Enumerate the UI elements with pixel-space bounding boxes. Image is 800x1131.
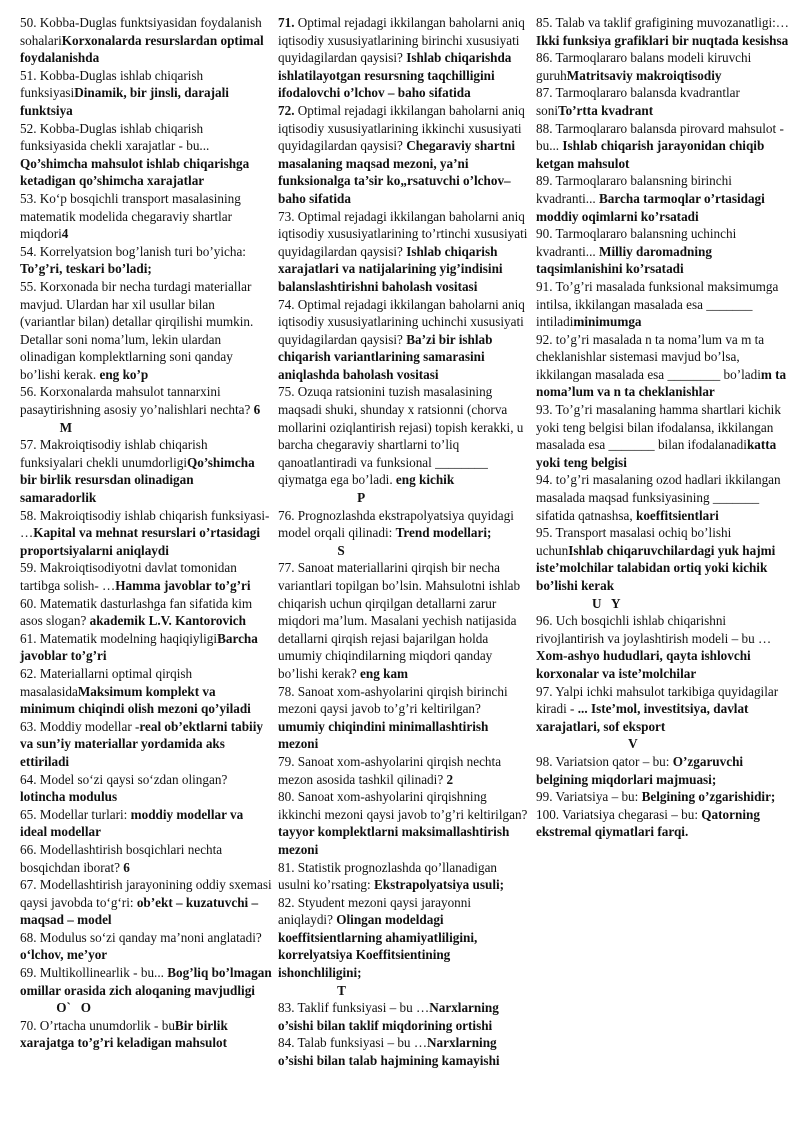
question-item — [278, 208, 528, 296]
question-item — [536, 753, 792, 788]
question-text: Makroiqtisodiy ishlab chiqarish funksiyalari chekli unumdorligi — [20, 437, 208, 470]
question-item — [278, 14, 528, 102]
question-item — [536, 278, 792, 331]
question-item — [20, 841, 273, 876]
section-letter: T — [278, 982, 346, 998]
question-item — [20, 190, 273, 243]
answer-text: eng ko’p — [99, 366, 149, 382]
question-text: Modulus so‘zi qanday ma’noni anglatadi? — [36, 929, 262, 945]
question-text: Sanoat xom-ashyolarini qirqish birinchi mezoni qaysi javob to’g’ri keltirilgan? — [278, 683, 508, 717]
question-item — [20, 507, 273, 560]
question-item — [20, 929, 273, 964]
answer-text: Belgining o’zgarishidir; — [641, 789, 776, 805]
question-number: 55. — [20, 278, 37, 294]
question-number: 69. — [20, 965, 37, 981]
question-item — [536, 84, 792, 119]
question-number: 71. — [278, 15, 295, 30]
question-number: 90. — [536, 226, 553, 242]
question-item — [278, 507, 528, 542]
section-letter: V — [536, 736, 638, 752]
answer-text: 6 — [253, 402, 261, 418]
question-number: 91. — [536, 278, 553, 294]
question-item — [20, 243, 273, 278]
answer-text: Xom-ashyo hududlari, qayta ishlovchi korxonalar va iste’molchilar — [536, 648, 751, 681]
question-text: Multikollinearlik - bu... — [36, 965, 168, 981]
column-right — [536, 14, 792, 841]
question-text: Yalpi ichki mahsulot tarkibiga quyidagilar kiradi - — [536, 683, 779, 717]
question-number: 75. — [278, 384, 295, 400]
question-text: Materiallarni optimal qirqish masalasida — [20, 665, 193, 699]
question-text: Tarmoqlararo balansning birinchi kvadranti... — [536, 173, 732, 206]
question-text: Sanoat materiallarini qirqish bir necha variantlari topilgan bo’lsin. Mahsulotni ishlab chiqarish uchun qirqilgan detallarni zarur miqdori ma’lum. Masalani yechish natijasida detallarni qirqish rejasi bajarilgan holda umumiy chiqindilarning miqdori qanday bo’lishi kerak? — [278, 560, 521, 681]
answer-text: katta yoki teng belgisi — [536, 437, 777, 470]
answer-text: Qo’shimcha bir birlik resursdan olinadigan samaradorlik — [20, 454, 255, 506]
question-item — [278, 788, 528, 858]
answer-text: Barcha javoblar to’g’ri — [20, 630, 258, 664]
question-item — [536, 401, 792, 471]
answer-text: Qo’shimcha mahsulot ishlab chiqarishga ketadigan qo’shimcha xarajatlar — [20, 155, 250, 189]
question-text: O’rtacha unumdorlik - bu — [36, 1017, 175, 1033]
answer-text: Ba’zi bir ishlab chiqarish variantlarining samarasini aniqlashda baholash vositasi — [278, 331, 493, 382]
question-text: Kobba-Duglas ishlab chiqarish funksiyasida chekli xarajatlar - bu... — [20, 120, 210, 154]
question-item — [20, 665, 273, 718]
question-number: 79. — [278, 753, 295, 769]
question-number: 88. — [536, 120, 553, 136]
question-text: Uch bosqichli ishlab chiqarishni rivojlantirish va joylashtirish modeli – bu … — [536, 613, 772, 646]
question-number: 53. — [20, 190, 37, 206]
question-text: to’g’ri masalaning ozod hadlari ikkilangan masalada maqsad funksiyasining _______ sifatida qatnashsa, — [536, 472, 781, 523]
question-text: Optimal rejadagi ikkilangan baholarni aniq iqtisodiy xususiyatlarining birinchi xususiyati quyidagilardan qaysisi? — [278, 15, 525, 66]
answer-text: Ekstrapolyatsiya usuli; — [373, 877, 505, 893]
answer-text: To’rtta kvadrant — [557, 102, 654, 118]
question-text: Modellashtirish jarayonining oddiy sxemasi qaysi javobda to‘g‘ri: — [20, 877, 272, 910]
question-item — [20, 278, 273, 384]
question-number: 72. — [278, 102, 295, 118]
question-text: Kobba-Duglas ishlab chiqarish funksiyasi — [20, 67, 204, 101]
question-item — [278, 683, 528, 753]
question-item — [536, 120, 792, 173]
question-number: 62. — [20, 665, 37, 681]
answer-text: Olingan modeldagi koeffitsientlarning ahamiyatliligini, korrelyatsiya Koeffitsientining ishonchliligini; — [278, 912, 478, 981]
answer-text: 6 — [123, 859, 130, 875]
question-number: 87. — [536, 85, 553, 101]
question-text: Variatsion qator – bu: — [552, 753, 673, 769]
question-text: To’g’ri masalaning hamma shartlari kichik yoki teng belgisi bilan ifodalansa, ikkilangan masalada esa _______ bilan ifodalanadi — [536, 402, 781, 453]
question-item — [536, 14, 792, 49]
question-text: Ko‘p bosqichli transport masalasining matematik modelida chegaraviy shartlar miqdori — [20, 190, 241, 242]
question-number: 68. — [20, 929, 37, 945]
question-number: 76. — [278, 507, 295, 523]
question-item — [278, 753, 528, 788]
answer-text: Ikki funksiya grafiklari bir nuqtada kesishsa — [536, 32, 789, 48]
answer-text: Milliy daromadning taqsimlanishini ko’rsatadi — [536, 243, 712, 277]
question-item — [278, 894, 528, 982]
question-number: 84. — [278, 1035, 295, 1051]
question-number: 66. — [20, 841, 37, 857]
answer-text: minimumga — [573, 314, 642, 330]
question-item — [20, 718, 273, 771]
question-text: Tarmoqlararo balansning uchinchi kvadranti... — [536, 226, 737, 259]
question-item — [536, 683, 792, 736]
question-item — [536, 172, 792, 225]
question-number: 77. — [278, 560, 295, 576]
question-text: Optimal rejadagi ikkilangan baholarni aniq iqtisodiy xususiyatlarining to’rtinchi xususiyati quyidagilardan qaysisi? — [278, 208, 528, 259]
question-text: Model so‘zi qaysi so‘zdan olingan? — [36, 771, 228, 787]
answer-text: Barcha tarmoqlar o’rtasidagi moddiy oqimlarni ko’rsatadi — [536, 190, 765, 224]
question-text: Ozuqa ratsionini tuzish masalasining maqsadi shuki, shunday x ratsionni (chorva mollarini oziqlantirish rejasi) topish kerakki, u barcha chegaraviy shartlarni to’liq qanoatlantiradi va funksional ________ qiymatga ega bo’ladi. — [278, 384, 524, 488]
question-number: 60. — [20, 595, 37, 611]
question-number: 99. — [536, 789, 553, 805]
question-item — [20, 806, 273, 841]
answer-text: 4 — [61, 226, 69, 242]
answer-text: akademik L.V. Kantorovich — [89, 613, 246, 629]
question-text: Tarmoqlararo balans modeli kiruvchi guruh — [536, 50, 752, 83]
section-letter: S — [278, 542, 345, 558]
question-item — [20, 559, 273, 594]
question-text: Korxonalarda mahsulot tannarxini pasaytirishning asosiy yo’nalishlari nechta? — [20, 384, 254, 418]
question-item — [20, 595, 273, 630]
question-number: 61. — [20, 630, 37, 646]
question-number: 89. — [536, 173, 553, 189]
question-number: 63. — [20, 718, 37, 734]
question-text: Tarmoqlararo balansda kvadrantlar soni — [536, 85, 740, 118]
question-text: Tarmoqlararo balansda pirovard mahsulot - bu... — [536, 120, 784, 154]
question-number: 94. — [536, 472, 553, 488]
answer-text: Qatorning ekstremal qiymatlari farqi. — [536, 806, 760, 840]
question-text: Matematik modelning haqiqiyligi — [36, 630, 218, 646]
answer-text: moddiy modellar va ideal modellar — [20, 806, 244, 840]
section-letter: P — [278, 490, 366, 506]
answer-text: Chegaraviy shartni masalaning maqsad mezoni, ya’ni funksionalga ta’sir ko„rsatuvchi o’lchov– baho sifatida — [278, 138, 515, 206]
question-number: 65. — [20, 806, 37, 822]
question-item — [278, 859, 528, 894]
question-number: 73. — [278, 208, 295, 224]
answer-text: real ob’ektlarni tabiiy va sun’iy materiallar yordamida aks ettiriladi — [20, 718, 263, 769]
question-item — [20, 964, 273, 999]
question-number: 51. — [20, 67, 37, 83]
question-number: 83. — [278, 1000, 295, 1016]
question-number: 98. — [536, 753, 553, 769]
answer-text: eng kam — [360, 665, 409, 681]
question-item — [278, 296, 528, 384]
question-text: Talab va taklif grafigining muvozanatligi:… — [552, 15, 789, 30]
question-number: 85. — [536, 15, 553, 30]
answer-text: O’zgaruvchi belgining miqdorlari majmuasi; — [536, 753, 744, 787]
answer-text: m ta noma’lum va n ta cheklanishlar — [536, 366, 787, 400]
question-item — [20, 383, 273, 418]
question-text: Matematik dasturlashga fan sifatida kim asos slogan? — [20, 595, 253, 629]
question-text: Transport masalasi ochiq bo’lishi uchun — [536, 525, 732, 558]
column-middle — [278, 14, 528, 1070]
section-letter: M — [20, 419, 73, 435]
answer-text: Trend modellari; — [395, 525, 492, 541]
question-item — [536, 331, 792, 401]
question-text: Sanoat xom-ashyolarini qirqish nechta mezon asosida tashkil qilinadi? — [278, 753, 502, 787]
question-text: Kobba-Duglas funktsiyasidan foydalanish sohalari — [20, 15, 262, 48]
question-item — [536, 471, 792, 524]
question-item — [536, 806, 792, 841]
answer-text: To’g’ri, teskari bo’ladi; — [20, 261, 152, 277]
section-letter: U Y — [536, 595, 621, 611]
question-text: Prognozlashda ekstrapolyatsiya quyidagi model orqali qilinadi: — [278, 507, 514, 541]
question-number: 78. — [278, 683, 295, 699]
answer-text: Kapital va mehnat resurslari o’rtasidagi proportsiyalarni aniqlaydi — [20, 525, 261, 558]
question-item — [278, 383, 528, 489]
question-number: 80. — [278, 789, 295, 805]
answer-text: Ishlab chiqaruvchilardagi yuk hajmi iste’molchilar talabidan ortiq yoki kichik bo’lishi kerak — [536, 542, 776, 593]
question-number: 58. — [20, 507, 37, 523]
question-text: To’g’ri masalada funksional maksimumga intilsa, ikkilangan masalada esa _______ intiladi — [536, 278, 779, 330]
question-text: Korrelyatsion bog’lanish turi bo’yicha: — [36, 243, 246, 259]
question-text: Talab funksiyasi – bu … — [294, 1035, 428, 1051]
question-item — [20, 1017, 273, 1052]
question-item — [20, 67, 273, 120]
question-number: 97. — [536, 683, 553, 699]
question-number: 70. — [20, 1017, 37, 1033]
question-number: 54. — [20, 243, 37, 259]
answer-text: ... Iste’mol, investitsiya, davlat xarajatlari, sof eksport — [536, 701, 749, 734]
question-item — [278, 1034, 528, 1069]
question-item — [536, 788, 792, 806]
question-item — [278, 102, 528, 208]
question-text: Styudent mezoni qaysi jarayonni aniqlaydi? — [278, 894, 472, 928]
question-item — [20, 14, 273, 67]
question-text: Optimal rejadagi ikkilangan baholarni aniq iqtisodiy xususiyatlarining uchinchi xususiyati quyidagilardan qaysisi? — [278, 296, 525, 347]
question-number: 74. — [278, 296, 295, 312]
answer-text: Bir birlik xarajatga to’g’ri keladigan mahsulot — [20, 1017, 228, 1051]
question-item — [536, 225, 792, 278]
question-item — [278, 559, 528, 682]
question-number: 82. — [278, 894, 295, 910]
question-text: Taklif funksiyasi – bu … — [294, 1000, 430, 1016]
question-text: Modellashtirish bosqichlari nechta bosqichdan iborat? — [20, 841, 223, 875]
question-number: 52. — [20, 120, 37, 136]
answer-text: lotincha modulus — [20, 789, 118, 805]
question-item — [536, 524, 792, 594]
question-text: Variatsiya chegarasi – bu: — [559, 806, 702, 822]
question-number: 92. — [536, 331, 553, 347]
question-item — [20, 771, 273, 806]
answer-text: Hamma javoblar to’g’ri — [115, 578, 251, 593]
question-item — [20, 436, 273, 506]
answer-text: Maksimum komplekt va minimum chiqindi olish mezoni qo’yiladi — [20, 683, 251, 717]
answer-text: Bog’liq bo’lmagan omillar orasida zich aloqaning mavjudligi — [20, 965, 272, 998]
question-text: Sanoat xom-ashyolarini qirqishning ikkinchi mezoni qaysi javob to’g’ri keltirilgan? — [278, 789, 528, 822]
answer-text: Matritsaviy makroiqtisodiy — [566, 67, 722, 83]
question-item — [278, 999, 528, 1034]
answer-text: eng kichik — [395, 472, 455, 488]
question-number: 95. — [536, 525, 553, 541]
section-letter: O` O — [20, 1000, 92, 1016]
question-number: 100. — [536, 806, 560, 822]
question-text: Korxonada bir necha turdagi materiallar mavjud. Ulardan har xil usullar bilan (variantlar bilan) detallar qirqilishi mumkin. Detallar soni noma’lum, lekin ulardan olinadigan komplektlarning soni qanday bo’lishi kerak. — [20, 278, 254, 382]
answer-text: umumiy chiqindini minimallashtirish mezoni — [278, 718, 489, 752]
question-item — [20, 120, 273, 190]
column-left — [20, 14, 273, 1052]
question-number: 56. — [20, 384, 37, 400]
answer-text: tayyor komplektlarni maksimallashtirish mezoni — [278, 824, 510, 857]
question-item — [536, 612, 792, 682]
answer-text: koeffitsientlari — [635, 507, 719, 523]
question-number: 59. — [20, 560, 37, 576]
question-text: Makroiqtisodiyotni davlat tomonidan tartibga solish- … — [20, 560, 237, 593]
question-text: Moddiy modellar - — [36, 718, 140, 734]
question-item — [20, 876, 273, 929]
question-item — [536, 49, 792, 84]
answer-text: ob’ekt – kuzatuvchi – maqsad – model — [20, 894, 259, 928]
question-number: 67. — [20, 877, 37, 893]
answer-text: 2 — [446, 771, 454, 787]
question-number: 64. — [20, 771, 37, 787]
question-number: 57. — [20, 437, 37, 453]
answer-text: Ishlab chiqarish xarajatlari va natijalarining yig’indisini balanslashtirishni baholash vositasi — [278, 243, 503, 294]
answer-text: Narxlarning o’sishi bilan taklif miqdorining ortishi — [278, 1000, 499, 1033]
question-text: Optimal rejadagi ikkilangan baholarni aniq iqtisodiy xususiyatlarining ikkinchi xususiyati quyidagilardan qaysisi? — [278, 102, 525, 154]
answer-text: Ishlab chiqarish jarayonidan chiqib ketgan mahsulot — [536, 138, 765, 171]
question-text: Makroiqtisodiy ishlab chiqarish funksiyasi- … — [20, 507, 270, 541]
question-text: to’g’ri masalada n ta noma’lum va m ta cheklanishlar sistemasi mavjud bo’lsa, ikkilangan masalada esa ________ bo’ladi — [536, 331, 765, 382]
question-text: Statistik prognozlashda qo’llanadigan usulni ko’rsating: — [278, 859, 498, 893]
question-text: Modellar turlari: — [36, 806, 131, 822]
question-number: 96. — [536, 613, 553, 629]
question-number: 86. — [536, 50, 553, 66]
answer-text: Dinamik, bir jinsli, darajali funktsiya — [20, 85, 229, 118]
answer-text: Korxonalarda resurslardan optimal foydalanishda — [20, 32, 264, 66]
question-number: 93. — [536, 402, 553, 418]
question-number: 81. — [278, 859, 295, 875]
answer-text: Ishlab chiqarishda ishlatilayotgan resursning taqchilligini ifodalovchi o’lchov – baho sifatida — [278, 50, 512, 101]
question-text: Variatsiya – bu: — [552, 789, 642, 805]
answer-text: o‘lchov, me’yor — [20, 947, 108, 963]
question-item — [20, 630, 273, 665]
answer-text: Narxlarning o’sishi bilan talab hajmining kamayishi — [278, 1035, 500, 1069]
question-number: 50. — [20, 15, 37, 30]
